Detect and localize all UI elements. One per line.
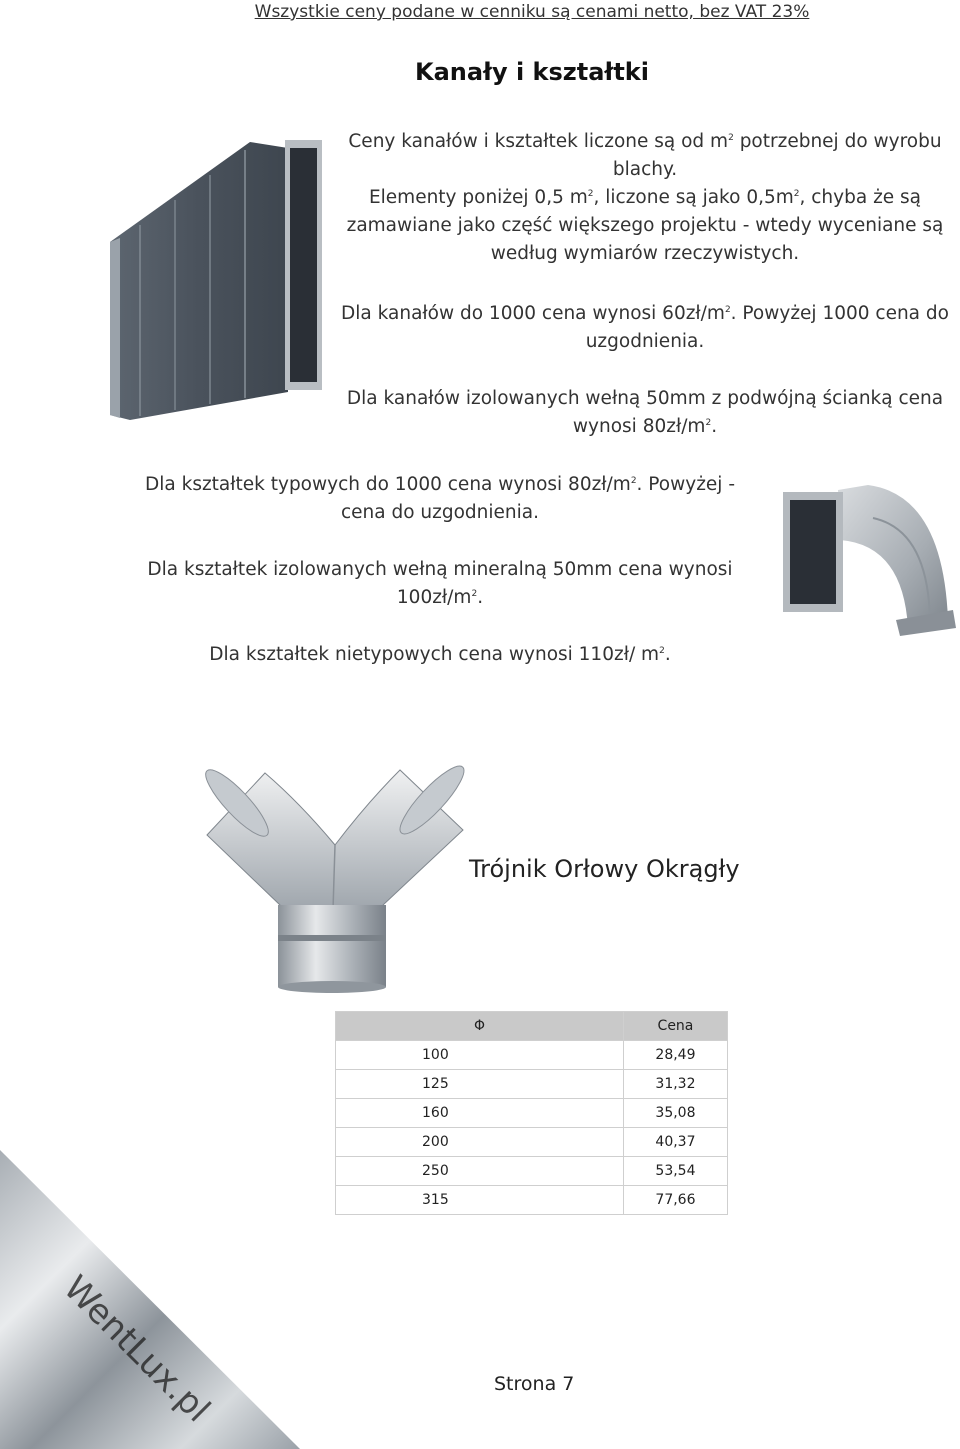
header-price-note: Wszystkie ceny podane w cenniku są cenami netto, bez VAT 23% [254,2,810,22]
diameter-cell: 125 [336,1070,624,1099]
price-cell: 28,49 [623,1041,727,1070]
insulated-fittings-price-paragraph: Dla kształtek izolowanych wełną mineralną 50mm cena wynosi $100zł/m^2$. [147,559,733,608]
watermark-text: WentLux.pl [55,1268,218,1431]
price-cell: 53,54 [623,1157,727,1186]
y-branch-tee-image [195,755,470,1000]
diameter-cell: 250 [336,1157,624,1186]
fittings-price-paragraph: Dla kształtek typowych do 1000 cena wynosi $80zł/m^2$. Powyżej - cena do uzgodnienia. [145,474,735,523]
insulated-ducts-price-paragraph: Dla kanałów izolowanych wełną 50mm z podwójną ścianką cena wynosi $80zł/m^2$. [346,388,944,437]
price-cell: 35,08 [623,1099,727,1128]
ducts-price-paragraph: Dla kanałów do 1000 cena wynosi $60zł/m^2$. Powyżej 1000 cena do uzgodnienia. [341,303,949,352]
price-cell: 77,66 [623,1186,727,1215]
table-row [336,1186,728,1215]
custom-fittings-price-paragraph: Dla kształtek nietypowych cena wynosi 110zł/ $m^2$. [209,644,671,665]
table-row [336,1128,728,1157]
price-column-header: Cena [623,1012,727,1041]
diameter-cell: 200 [336,1128,624,1157]
rectangular-duct-image [100,130,330,430]
table-row [336,1041,728,1070]
wentlux-watermark [0,1150,300,1449]
rectangular-elbow-image [778,470,960,648]
table-row [336,1157,728,1186]
diameter-cell: 160 [336,1099,624,1128]
price-table [335,1011,728,1215]
table-row [336,1099,728,1128]
tee-product-title: Trójnik Orłowy Okrągły [469,855,740,883]
page-title: Kanały i kształtki [414,58,649,86]
price-cell: 40,37 [623,1128,727,1157]
diameter-column-header: Φ [336,1012,624,1041]
pricing-rules-paragraph: Ceny kanałów i kształtek liczone są od $m^2$ potrzebnej do wyrobu blachy. Elementy poniżej 0,5 $m^2$, liczone są jako $0,5m^2$, chyba że są zamawiane jako część większego projektu - wtedy wyceniane są według wymiarów rzeczywistych. [346,131,944,264]
page-number: Strona 7 [494,1373,575,1395]
price-cell: 31,32 [623,1070,727,1099]
table-header-row [336,1012,728,1041]
diameter-cell: 315 [336,1186,624,1215]
table-row [336,1070,728,1099]
diameter-cell: 100 [336,1041,624,1070]
